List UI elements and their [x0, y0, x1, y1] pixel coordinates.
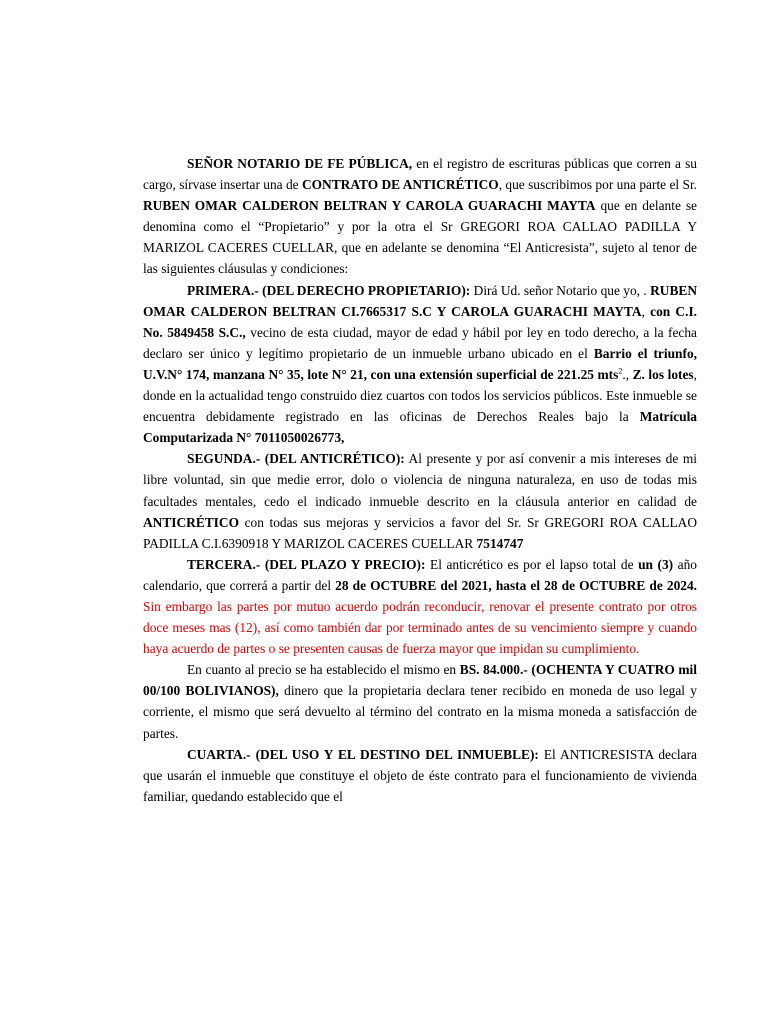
renewal-note: Sin embargo las partes por mutuo acuerdo podrán reconducir, renovar el presente contrato por otros doce meses mas (12), así como también dar por terminado antes de su vencimiento siempre y cuando haya acuerdo de partes o se presenten causas de fuerza mayor que impidan su cumplimiento. [143, 598, 697, 657]
price-amount: BS. 84.000.- (OCHENTA Y CUATRO mil 00/100 BOLIVIANOS), [143, 662, 697, 699]
paragraph-intro [143, 153, 697, 280]
clause-primera-heading: PRIMERA.- (DEL DERECHO PROPIETARIO): [187, 282, 471, 298]
intro-text-3: que en delante se denomina como el “Propietario” y por la otra el Sr GREGORI ROA CALLAO PADILLA Y MARIZOL CACERES CUELLAR, que en adelante se denomina “El Anticresista”, sujeto al tenor de las siguientes cláusulas y condiciones: [143, 198, 697, 277]
clause-segunda-heading: SEGUNDA.- (DEL ANTICRÉTICO): [187, 451, 405, 467]
clause-tercera-text-1: El anticrético es por el lapso total de [425, 556, 639, 572]
owners-names: RUBEN OMAR CALDERON BELTRAN Y CAROLA GUARACHI MAYTA [143, 198, 596, 214]
clause-primera-text-4: ., [622, 366, 633, 382]
zone-name: Z. los lotes [632, 366, 694, 382]
clause-segunda-text-2: con todas sus mejoras y servicios a favor del Sr. Sr GREGORI ROA CALLAO PADILLA C.I.6390918 Y MARIZOL CACERES CUELLAR [143, 514, 697, 551]
price-paragraph [143, 659, 697, 743]
contract-title: CONTRATO DE ANTICRÉTICO [301, 177, 499, 193]
area-superscript: 2 [618, 366, 623, 376]
tenant-id: 7514747 [476, 535, 524, 551]
owners-id-1: RUBEN OMAR CALDERON BELTRAN CI.7665317 S.C Y CAROLA GUARACHI MAYTA [143, 282, 697, 319]
term-dates: 28 de OCTUBRE del 2021, hasta el 28 de OCTUBRE de 2024. [335, 577, 698, 593]
term-years: un (3) [638, 556, 674, 572]
clause-tercera-heading: TERCERA.- (DEL PLAZO Y PRECIO): [187, 556, 426, 572]
clause-cuarta-heading: CUARTA.- (DEL USO Y EL DESTINO DEL INMUEBLE): [187, 746, 539, 762]
clause-segunda [143, 448, 697, 553]
anticretico-term: ANTICRÉTICO [143, 514, 239, 530]
document-body [143, 153, 697, 807]
owners-id-2: con C.I. No. 5849458 S.C., [143, 303, 698, 340]
intro-text-2: , que suscribimos por una parte el Sr. [498, 177, 698, 193]
clause-primera-text-5: , donde en la actualidad tengo construido diez cuartos con todos los servicios públicos. Este inmueble se encuentra debidamente registrado en las oficinas de Derechos Reales bajo la [143, 366, 697, 425]
property-location: Barrio el triunfo, U.V.N° 174, manzana N° 35, lote N° 21, con una extensión superficial de 221.25 mts [143, 345, 697, 382]
clause-cuarta [143, 744, 697, 807]
clause-cuarta-text-1: El ANTICRESISTA declara que usarán el inmueble que constituye el objeto de éste contrato para el funcionamiento de vivienda familiar, quedando establecido que el [143, 746, 697, 804]
clause-segunda-text-1: Al presente y por así convenir a mis intereses de mi libre voluntad, sin que medie error, dolo o violencia de ninguna naturaleza, en uso de todas mis facultades mentales, cedo el indicado inmueble descrito en la cláusula anterior en calidad de [143, 451, 697, 509]
price-text-2: dinero que la propietaria declara tener recibido en moneda de uso legal y corriente, el mismo que será devuelto al término del contrato en la misma moneda a satisfacción de partes. [143, 683, 697, 741]
clause-tercera-text-2: año calendario, que correrá a partir del [143, 556, 697, 593]
intro-text-1: en el registro de escrituras públicas que corren a su cargo, sírvase insertar una de [143, 156, 697, 193]
notary-address-heading: SEÑOR NOTARIO DE FE PÚBLICA, [187, 156, 413, 171]
registry-number: Matrícula Computarizada N° 7011050026773, [143, 409, 697, 446]
clause-primera [143, 280, 697, 449]
price-text-1: En cuanto al precio se ha establecido el mismo en [187, 662, 460, 678]
clause-primera-text-3: vecino de esta ciudad, mayor de edad y hábil por ley en todo derecho, a la fecha declaro ser único y legítimo propietario de un inmueble urbano ubicado en el [143, 324, 698, 361]
clause-primera-text-1: Dirá Ud. señor Notario que yo, . [470, 282, 651, 298]
clause-tercera [143, 554, 697, 659]
clause-primera-text-2: , [641, 303, 651, 319]
